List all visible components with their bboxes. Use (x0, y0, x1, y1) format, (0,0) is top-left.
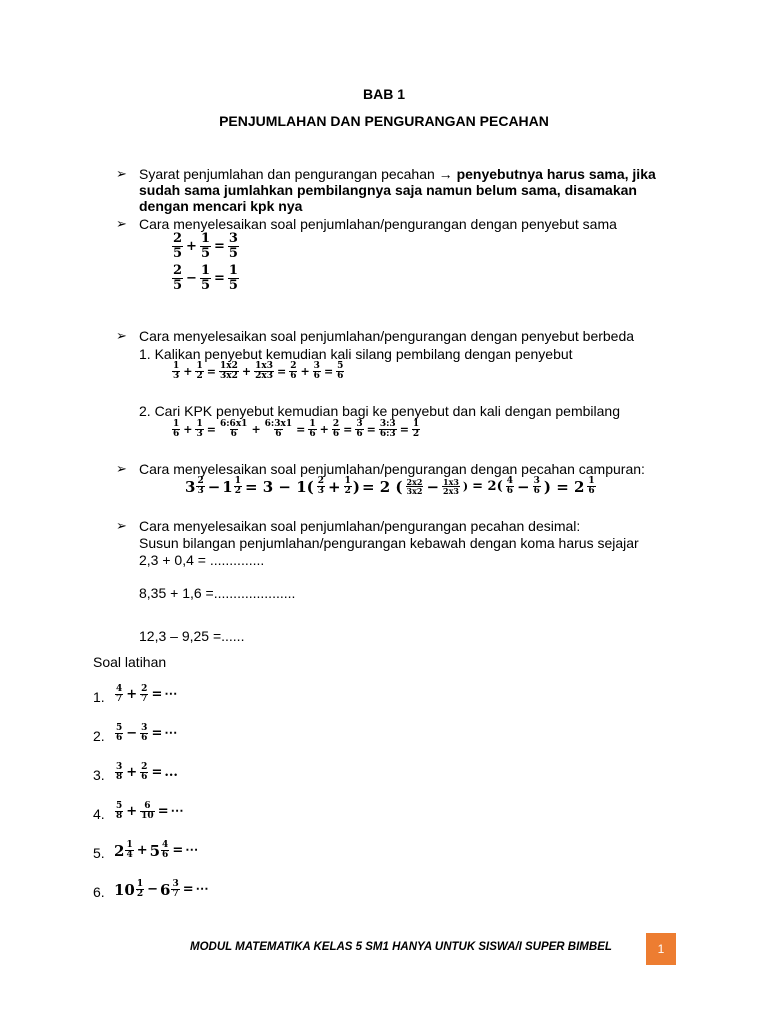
bullet-arrow-icon: ➢ (116, 216, 127, 231)
practice-number-3: 3. (93, 767, 105, 783)
practice-equation-4: $\frac{5}{8}$ + $\frac{6}{10}$ = ⋯ (116, 801, 184, 822)
bullet-3-step-1: 1. Kalikan penyebut kemudian kali silang pembilang dengan penyebut (139, 346, 573, 362)
bullet-1-line1 (139, 166, 656, 183)
bullet-1-normal: Syarat penjumlahan dan pengurangan pecahan → (139, 166, 457, 182)
bullet-5-line2: Susun bilangan penjumlahan/pengurangan kebawah dengan koma harus sejajar (139, 535, 639, 551)
equation-cross-multiply: $\frac{1}{3}$ + $\frac{1}{2}$ = $\frac{1x2}{3x2}$ + $\frac{1x3}{2x3}$ = $\frac{2}{6}$ + $\frac{3}{6}$ = $\frac{5}{6}$ (173, 361, 344, 382)
decimal-example-1: 2,3 + 0,4 = .............. (139, 552, 265, 568)
bullet-3-text: Cara menyelesaikan soal penjumlahan/pengurangan dengan penyebut berbeda (139, 328, 635, 344)
decimal-example-3: 12,3 – 9,25 =...... (139, 628, 245, 644)
bullet-1-line3: dengan mencari kpk nya (139, 198, 303, 214)
decimal-example-2: 8,35 + 1,6 =..................... (139, 585, 296, 601)
bullet-arrow-icon: ➢ (116, 518, 127, 533)
practice-heading: Soal latihan (93, 654, 167, 670)
practice-equation-6: 10 $\frac{1}{2}$ − 6 $\frac{3}{7}$ = ⋯ (114, 879, 209, 900)
page-number-badge: 1 (646, 933, 676, 965)
bullet-arrow-icon: ➢ (116, 328, 127, 343)
bullet-5-text: Cara menyelesaikan soal penjumlahan/pengurangan pecahan desimal: (139, 518, 581, 534)
practice-equation-5: 2 $\frac{1}{4}$ + 5 $\frac{4}{6}$ = ⋯ (114, 840, 199, 861)
bullet-arrow-icon: ➢ (116, 166, 127, 181)
equation-kpk: $\frac{1}{6}$ + $\frac{1}{3}$ = $\frac{6:6x1}{6}$ + $\frac{6:3x1}{6}$ = $\frac{1}{6}$ + $\frac{2}{6}$ = $\frac{3}{6}$ = $\frac{3:3}{6:3}$ = $\frac{1}{2}$ (173, 419, 420, 440)
bullet-1-bold: penyebutnya harus sama, jika (456, 166, 656, 182)
page-title: PENJUMLAHAN DAN PENGURANGAN PECAHAN (219, 113, 549, 129)
bullet-4-text: Cara menyelesaikan soal penjumlahan/pengurangan dengan pecahan campuran: (139, 461, 645, 477)
practice-number-5: 5. (93, 845, 105, 861)
practice-equation-2: $\frac{5}{6}$ − $\frac{3}{6}$ = ⋯ (116, 723, 178, 744)
bullet-3-step-2: 2. Cari KPK penyebut kemudian bagi ke penyebut dan kali dengan pembilang (139, 403, 620, 419)
practice-number-4: 4. (93, 806, 105, 822)
bullet-arrow-icon: ➢ (116, 461, 127, 476)
practice-number-2: 2. (93, 728, 105, 744)
equation-same-denominator-subtract: $\frac{2}{5}$ − $\frac{1}{5}$ = $\frac{1}{5}$ (173, 263, 238, 293)
equation-mixed-fraction: 3 $\frac{2}{3}$ − 1 $\frac{1}{2}$ = 3 − 1( $\frac{2}{3}$ + $\frac{1}{2}$ ) = 2 ( $\frac{2x2}{3x2}$ − $\frac{1x3}{2x3}$ ) = 2( $\frac{4}{6}$ − $\frac{3}{6}$ ) = 2 $\frac{1}{6}$ (185, 476, 595, 497)
equation-same-denominator-add: $\frac{2}{5}$ + $\frac{1}{5}$ = $\frac{3}{5}$ (173, 231, 238, 261)
practice-number-1: 1. (93, 689, 105, 705)
chapter-label: BAB 1 (362, 86, 405, 102)
bullet-2-text: Cara menyelesaikan soal penjumlahan/pengurangan dengan penyebut sama (139, 216, 617, 232)
practice-equation-1: $\frac{4}{7}$ + $\frac{2}{7}$ = ⋯ (116, 684, 178, 705)
footer-text: MODUL MATEMATIKA KELAS 5 SM1 HANYA UNTUK SISWA/I SUPER BIMBEL (190, 941, 612, 953)
practice-number-6: 6. (93, 884, 105, 900)
practice-equation-3: $\frac{3}{8}$ + $\frac{2}{6}$ = ... (116, 762, 178, 783)
bullet-1-line2: sudah sama jumlahkan pembilangnya saja namun belum sama, disamakan (139, 182, 637, 198)
